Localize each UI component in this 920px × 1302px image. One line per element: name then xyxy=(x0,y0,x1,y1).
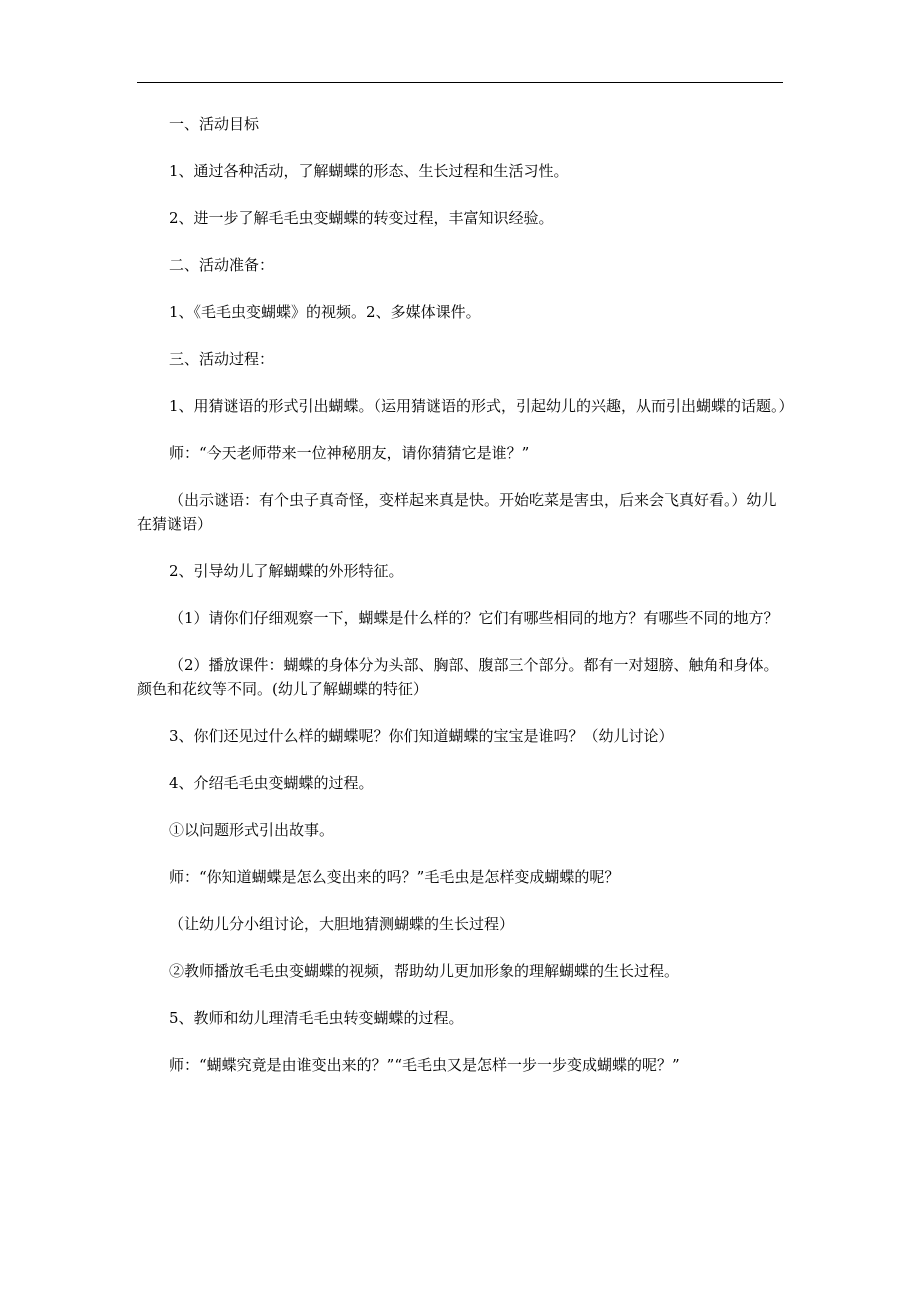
paragraph: （让幼儿分小组讨论，大胆地猜测蝴蝶的生长过程） xyxy=(169,915,515,933)
paragraph: （出示谜语：有个虫子真奇怪，变样起来真是快。开始吃菜是害虫，后来会飞真好看。）幼儿在猜谜语） xyxy=(137,491,777,533)
paragraph: 4、介绍毛毛虫变蝴蝶的过程。 xyxy=(169,774,374,792)
paragraph: 1、《毛毛虫变蝴蝶》的视频。2、多媒体课件。 xyxy=(169,303,481,321)
section-heading-preparation: 二、活动准备： xyxy=(169,256,275,274)
paragraph: 2、进一步了解毛毛虫变蝴蝶的转变过程，丰富知识经验。 xyxy=(169,209,554,227)
paragraph: （1）请你们仔细观察一下，蝴蝶是什么样的？它们有哪些相同的地方？有哪些不同的地方？ xyxy=(169,609,779,627)
header-rule xyxy=(137,82,783,83)
paragraph: （2）播放课件：蝴蝶的身体分为头部、胸部、腹部三个部分。都有一对翅膀、触角和身体。颜色和花纹等不同。(幼儿了解蝴蝶的特征） xyxy=(137,656,779,698)
section-heading-process: 三、活动过程： xyxy=(169,350,275,368)
document-body xyxy=(137,112,794,1100)
paragraph: ②教师播放毛毛虫变蝴蝶的视频，帮助幼儿更加形象的理解蝴蝶的生长过程。 xyxy=(169,962,680,980)
section-heading-goals: 一、活动目标 xyxy=(169,115,260,133)
paragraph: 3、你们还见过什么样的蝴蝶呢？你们知道蝴蝶的宝宝是谁吗？（幼儿讨论） xyxy=(169,727,674,745)
paragraph: 师：“你知道蝴蝶是怎么变出来的吗？”毛毛虫是怎样变成蝴蝶的呢？ xyxy=(169,868,620,886)
paragraph: 1、通过各种活动，了解蝴蝶的形态、生长过程和生活习性。 xyxy=(169,162,569,180)
paragraph: 师：“今天老师带来一位神秘朋友，请你猜猜它是谁？” xyxy=(169,444,530,462)
paragraph: 师：“蝴蝶究竟是由谁变出来的？”“毛毛虫又是怎样一步一步变成蝴蝶的呢？” xyxy=(169,1056,680,1074)
paragraph: 2、引导幼儿了解蝴蝶的外形特征。 xyxy=(169,562,404,580)
paragraph: ①以问题形式引出故事。 xyxy=(169,821,335,839)
paragraph: 1、用猜谜语的形式引出蝴蝶。（运用猜谜语的形式，引起幼儿的兴趣，从而引出蝴蝶的话题。） xyxy=(169,397,794,415)
paragraph: 5、教师和幼儿理清毛毛虫转变蝴蝶的过程。 xyxy=(169,1009,464,1027)
